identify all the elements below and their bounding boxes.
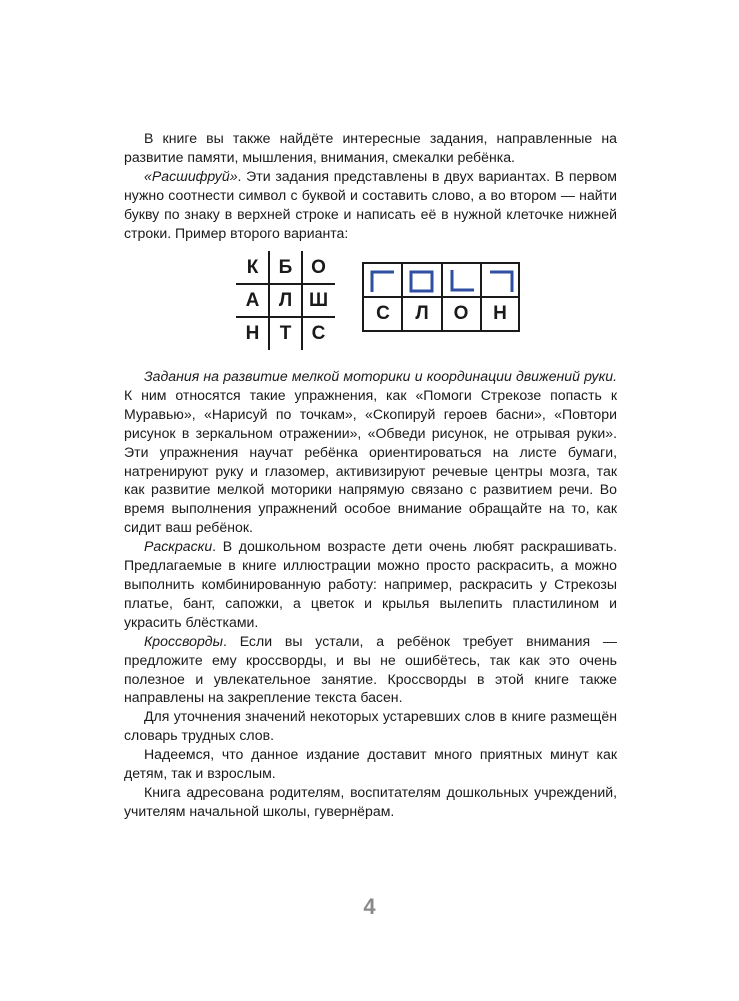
cipher-cell: Н — [245, 322, 260, 344]
paragraph-dictionary: Для уточнения значений некоторых устаревших слов в книге размещён словарь трудных слов. — [124, 708, 617, 744]
corner-J-icon — [486, 268, 517, 294]
body-text-bottom — [124, 367, 617, 821]
cipher-cell: Т — [279, 322, 292, 344]
paragraph-crosswords: Кроссворды. Если вы устали, а ребёнок требует внимания — предложите ему кроссворды, и вы не ошибётесь, так как это очень полезное и увлекательное занятие. Кроссворды в этой книге также направлены на закрепление текста басен. — [124, 632, 617, 706]
paragraph-coloring: Раскраски. В дошкольном возрасте дети очень любят раскрашивать. Предлагаемые в книге иллюстрации можно просто раскрасить, а можно выполнить комбинированную работу: например, раскрасить у Стрекозы платье, бант, сапожки, а цветок и крылья вылепить пластилином и украсить блёстками. — [124, 538, 617, 630]
answer-letter: Л — [415, 303, 429, 324]
cipher-grid — [236, 251, 335, 350]
paragraph-intro: В книге вы также найдёте интересные задания, направленные на развитие памяти, мышления, внимания, смекалки ребёнка. — [124, 130, 617, 165]
cipher-cell: Б — [278, 256, 293, 278]
answer-letter: С — [376, 303, 390, 324]
answer-table — [362, 262, 520, 332]
paragraph-hope: Надеемся, что данное издание доставит много приятных минут как детям, так и взрослым. — [124, 746, 617, 782]
answer-letter: Н — [493, 303, 507, 324]
bracket-L-icon — [447, 268, 478, 294]
cipher-cell: О — [311, 256, 326, 278]
body-text-top — [124, 129, 617, 242]
paragraph-audience: Книга адресована родителям, воспитателям дошкольных учреждений, учителям начальной школы, гувернёрам. — [124, 783, 617, 819]
corner-L-icon — [368, 268, 399, 294]
cipher-cell: А — [245, 289, 260, 311]
cipher-cell: Л — [278, 289, 293, 311]
square-icon — [407, 268, 438, 294]
answer-letter: О — [453, 303, 469, 324]
paragraph-decode: «Расшифруй». Эти задания представлены в двух вариантах. В первом нужно соотнести символ с буквой и составить слово, а во втором — найти букву по знаку в верхней строке и написать её в нужной клеточке нижней строки. Пример второго варианта: — [124, 167, 617, 241]
cipher-cell: С — [311, 322, 326, 344]
paragraph-motor: Задания на развитие мелкой моторики и координации движений руки. К ним относятся такие упражнения, как «Помоги Стрекозе попасть к Муравью», «Нарисуй по точкам», «Скопируй героев басни», «Повтори рисунок в зеркальном отражении», «Обведи рисунок, не отрывая руки». Эти упражнения научат ребёнка ориентироваться на листе бумаги, натренируют руку и глазомер, активизируют речевые центры мозга, так как развитие мелкой моторики напрямую связано с развитием речи. Во время выполнения упражнений особое внимание обращайте на то, как сидит ваш ребёнок. — [124, 368, 617, 536]
cipher-cell: К — [246, 256, 259, 278]
cipher-cell: Ш — [308, 289, 329, 311]
page-number: 4 — [363, 894, 376, 919]
